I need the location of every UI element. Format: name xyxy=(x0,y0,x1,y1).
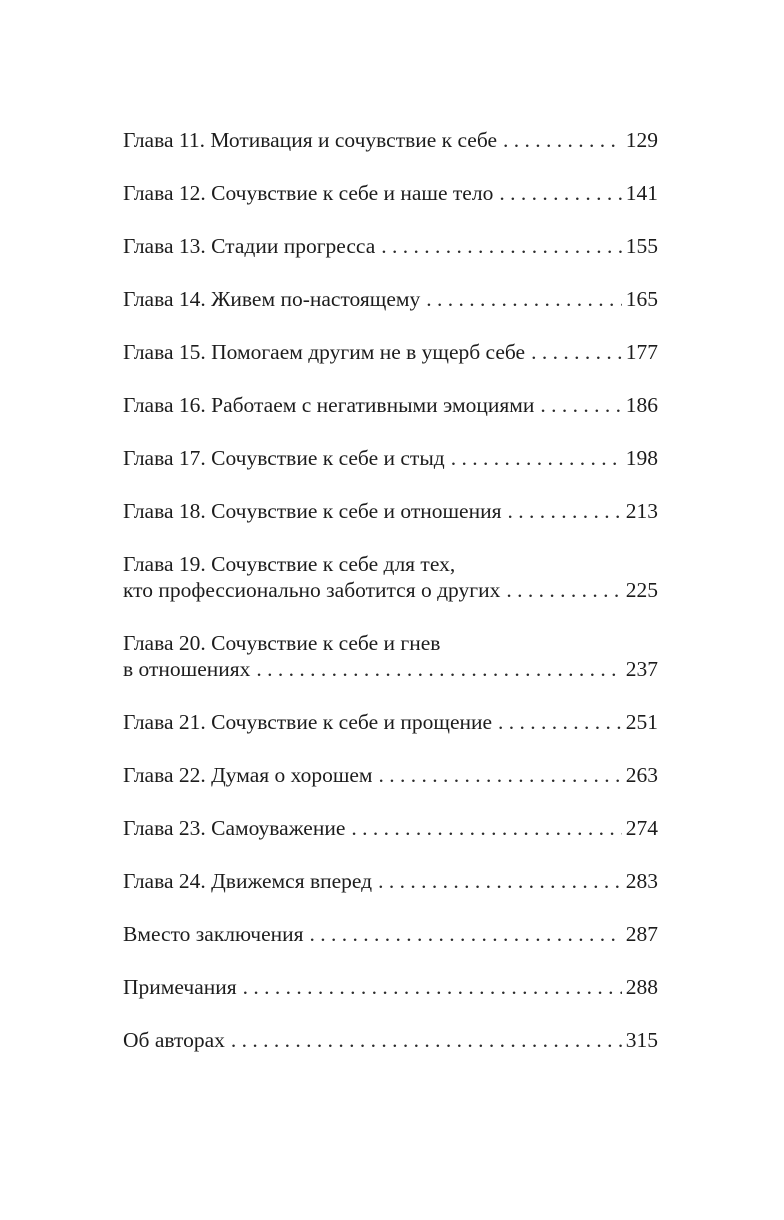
dot-leader xyxy=(531,339,622,365)
toc-entry-chapter-23 xyxy=(123,815,658,841)
toc-page-number: 283 xyxy=(625,869,658,893)
toc-page-number: 287 xyxy=(625,922,658,946)
toc-entry-title-line-2: кто профессионально заботится о других xyxy=(123,578,501,602)
dot-leader xyxy=(231,1027,622,1053)
toc-entry-title-line-1: Глава 20. Сочувствие к себе и гнев xyxy=(123,631,441,655)
toc-entry-title: Глава 14. Живем по-настоящему xyxy=(123,287,421,311)
toc-entry-conclusion xyxy=(123,921,658,947)
toc-page-number: 198 xyxy=(625,446,658,470)
toc-page-number: 141 xyxy=(625,181,658,205)
table-of-contents xyxy=(123,127,658,1080)
toc-entry-title: Вместо заключения xyxy=(123,922,304,946)
toc-page-number: 129 xyxy=(625,128,658,152)
toc-page-number: 251 xyxy=(625,710,658,734)
toc-entry-chapter-24 xyxy=(123,868,658,894)
toc-entry-chapter-20 xyxy=(123,630,658,682)
toc-entry-title: Глава 12. Сочувствие к себе и наше тело xyxy=(123,181,494,205)
toc-page-number: 155 xyxy=(625,234,658,258)
toc-entry-title: Глава 23. Самоуважение xyxy=(123,816,346,840)
toc-page-number: 288 xyxy=(625,975,658,999)
dot-leader xyxy=(351,815,621,841)
toc-page-number: 213 xyxy=(625,499,658,523)
toc-entry-title-line-1: Глава 19. Сочувствие к себе для тех, xyxy=(123,552,456,576)
toc-entry-title-line-2: в отношениях xyxy=(123,657,251,681)
toc-entry-chapter-15 xyxy=(123,339,658,365)
toc-entry-title: Глава 15. Помогаем другим не в ущерб себе xyxy=(123,340,526,364)
toc-entry-about-authors xyxy=(123,1027,658,1053)
toc-entry-title: Об авторах xyxy=(123,1028,225,1052)
toc-page-number: 315 xyxy=(625,1028,658,1052)
dot-leader xyxy=(506,577,621,603)
toc-page-number: 274 xyxy=(625,816,658,840)
dot-leader xyxy=(379,762,622,788)
toc-entry-chapter-13 xyxy=(123,233,658,259)
toc-entry-chapter-14 xyxy=(123,286,658,312)
toc-entry-chapter-17 xyxy=(123,445,658,471)
dot-leader xyxy=(540,392,621,418)
toc-page-number: 263 xyxy=(625,763,658,787)
dot-leader xyxy=(381,233,622,259)
toc-entry-chapter-21 xyxy=(123,709,658,735)
toc-entry-title: Глава 16. Работаем с негативными эмоциями xyxy=(123,393,535,417)
toc-page-number: 165 xyxy=(625,287,658,311)
dot-leader xyxy=(508,498,622,524)
toc-entry-chapter-19 xyxy=(123,551,658,603)
dot-leader xyxy=(378,868,622,894)
toc-entry-title: Примечания xyxy=(123,975,237,999)
dot-leader xyxy=(498,709,622,735)
toc-page-number: 177 xyxy=(625,340,658,364)
dot-leader xyxy=(243,974,622,1000)
toc-entry-title: Глава 18. Сочувствие к себе и отношения xyxy=(123,499,502,523)
dot-leader xyxy=(426,286,622,312)
toc-entry-title: Глава 17. Сочувствие к себе и стыд xyxy=(123,446,445,470)
toc-entry-title: Глава 11. Мотивация и сочувствие к себе xyxy=(123,128,498,152)
toc-entry-chapter-22 xyxy=(123,762,658,788)
dot-leader xyxy=(499,180,621,206)
toc-entry-chapter-18 xyxy=(123,498,658,524)
toc-entry-chapter-11 xyxy=(123,127,658,153)
toc-entry-chapter-16 xyxy=(123,392,658,418)
toc-entry-title: Глава 13. Стадии прогресса xyxy=(123,234,376,258)
toc-entry-title: Глава 21. Сочувствие к себе и прощение xyxy=(123,710,493,734)
toc-entry-title: Глава 22. Думая о хорошем xyxy=(123,763,373,787)
toc-entry-notes xyxy=(123,974,658,1000)
dot-leader xyxy=(256,656,621,682)
toc-page-number: 237 xyxy=(625,657,658,681)
dot-leader xyxy=(310,921,622,947)
dot-leader xyxy=(503,127,622,153)
toc-page-number: 186 xyxy=(625,393,658,417)
dot-leader xyxy=(451,445,622,471)
toc-entry-chapter-12 xyxy=(123,180,658,206)
toc-entry-title: Глава 24. Движемся вперед xyxy=(123,869,373,893)
toc-page-number: 225 xyxy=(625,578,658,602)
